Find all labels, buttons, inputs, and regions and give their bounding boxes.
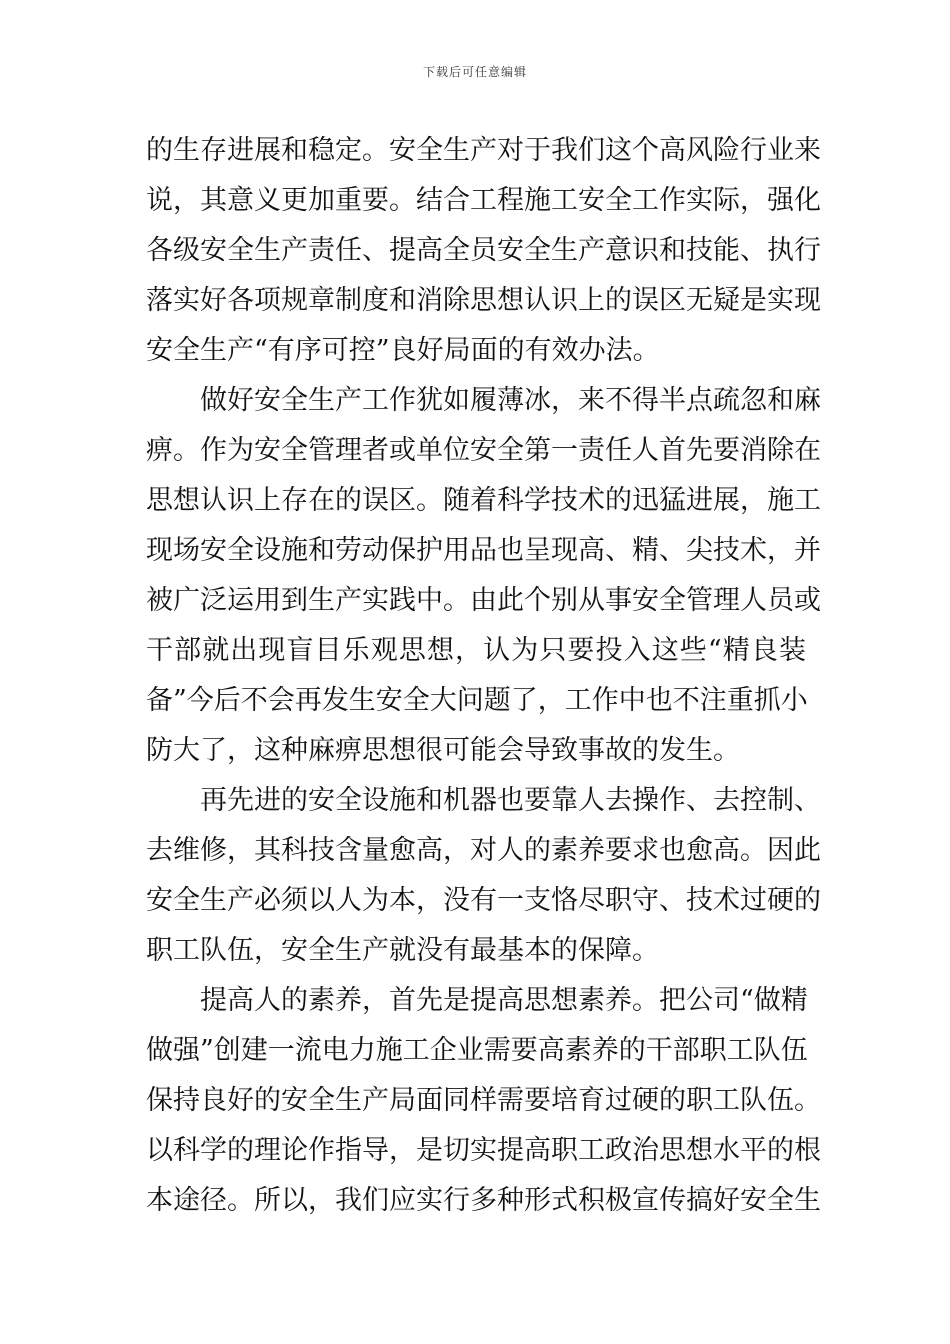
text-line: 的生存进展和稳定。安全生产对于我们这个高风险行业来 — [146, 135, 821, 166]
text-line: 说，其意义更加重要。结合工程施工安全工作实际，强化 — [146, 185, 821, 216]
text-line: 提高人的素养，首先是提高思想素养。把公司“做精 — [200, 985, 808, 1016]
text-line: 痹。作为安全管理者或单位安全第一责任人首先要消除在 — [146, 435, 821, 466]
text-line: 备”今后不会再发生安全大问题了，工作中也不注重抓小 — [146, 685, 808, 716]
text-line: 被广泛运用到生产实践中。由此个别从事安全管理人员或 — [146, 585, 821, 616]
text-line: 去维修，其科技含量愈高，对人的素养要求也愈高。因此 — [146, 835, 821, 866]
text-line: 安全生产“有序可控”良好局面的有效办法。 — [146, 335, 660, 366]
text-line: 防大了，这种麻痹思想很可能会导致事故的发生。 — [146, 735, 740, 766]
text-line: 干部就出现盲目乐观思想，认为只要投入这些“精良装 — [146, 635, 806, 666]
text-line: 安全生产必须以人为本，没有一支恪尽职守、技术过硬的 — [146, 885, 821, 916]
text-line: 做强”创建一流电力施工企业需要高素养的干部职工队伍 — [146, 1035, 808, 1066]
text-line: 做好安全生产工作犹如履薄冰，来不得半点疏忽和麻 — [200, 385, 821, 416]
text-line: 职工队伍，安全生产就没有最基本的保障。 — [146, 935, 659, 966]
text-line: 落实好各项规章制度和消除思想认识上的误区无疑是实现 — [146, 285, 821, 316]
text-line: 现场安全设施和劳动保护用品也呈现高、精、尖技术，并 — [146, 535, 821, 566]
text-line: 各级安全生产责任、提高全员安全生产意识和技能、执行 — [146, 235, 821, 266]
text-line: 思想认识上存在的误区。随着科学技术的迅猛进展，施工 — [146, 485, 821, 516]
text-line: 本途径。所以，我们应实行多种形式积极宣传搞好安全生 — [146, 1185, 821, 1216]
text-line: 以科学的理论作指导，是切实提高职工政治思想水平的根 — [146, 1135, 821, 1166]
text-line: 保持良好的安全生产局面同样需要培育过硬的职工队伍。 — [146, 1085, 821, 1116]
header-note: 下载后可任意编辑 — [422, 65, 527, 79]
document-body — [146, 126, 821, 1226]
text-line: 再先进的安全设施和机器也要靠人去操作、去控制、 — [200, 785, 821, 816]
